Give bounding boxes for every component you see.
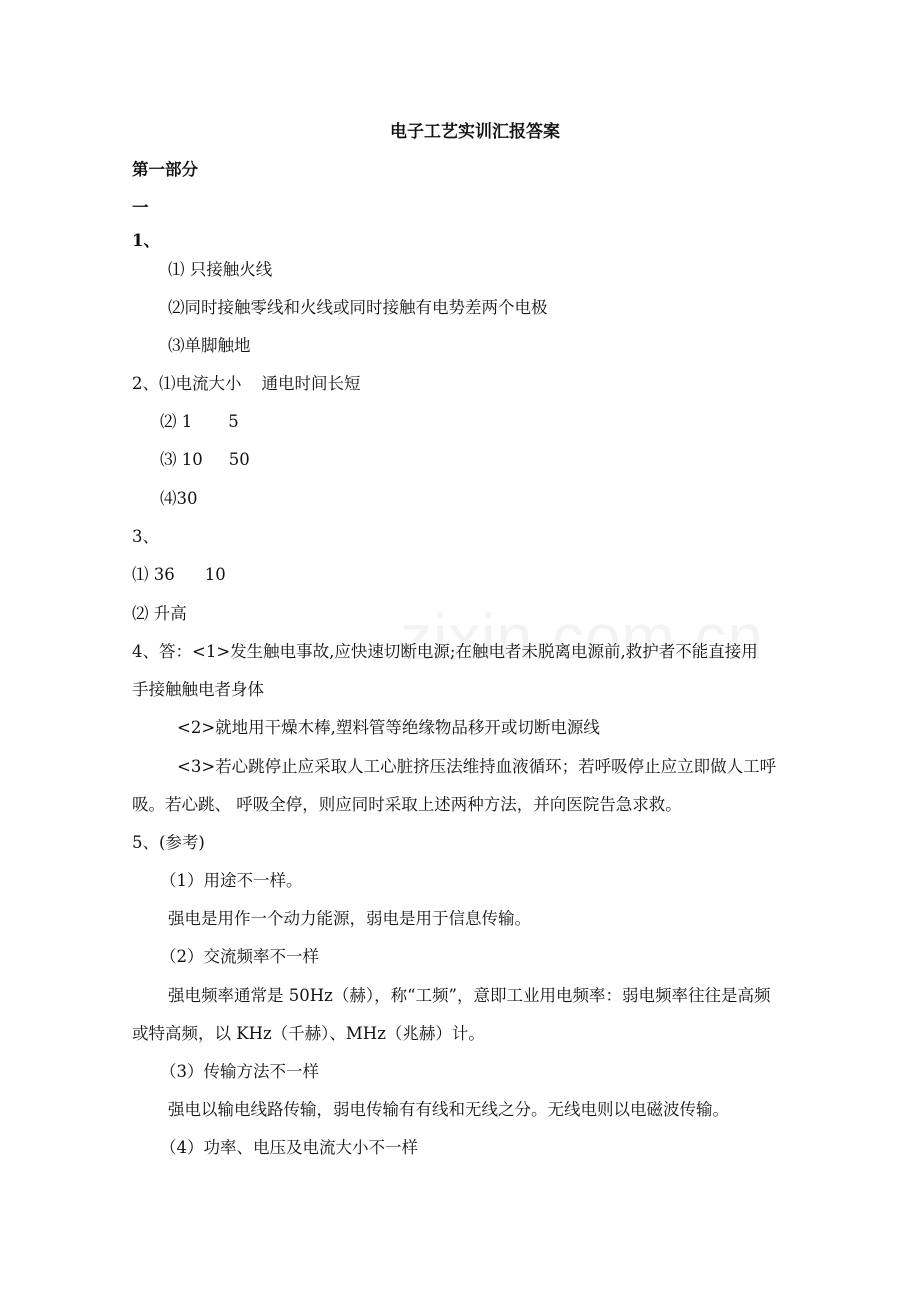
question-2-line-2	[160, 411, 239, 433]
question-2-value-a: ⑵ 1	[160, 412, 193, 431]
question-1-label: 1、	[132, 231, 160, 250]
question-5-point-3-body: 强电以输电线路传输，弱电传输有有线和无线之分。无线电则以电磁波传输。	[168, 1100, 729, 1119]
question-4-line-5: 吸。若心跳、 呼吸全停，则应同时采取上述两种方法，并向医院告急求救。	[132, 795, 682, 814]
question-3-label: 3、	[132, 527, 159, 546]
question-2-line-1	[132, 373, 361, 395]
question-5-point-1: （1）用途不一样。	[160, 871, 303, 890]
question-5-point-2: （2）交流频率不一样	[160, 947, 319, 966]
question-1-answer-1: ⑴ 只接触火线	[168, 260, 273, 279]
question-5-label: 5、(参考)	[132, 833, 205, 852]
question-5-point-2-body-1: 强电频率通常是 50Hz（赫），称“工频”，意即工业用电频率：弱电频率往往是高频	[168, 986, 771, 1005]
question-4-line-1: 4、答：<1>发生触电事故,应快速切断电源;在触电者未脱离电源前,救护者不能直接用	[132, 642, 758, 661]
question-5-point-3: （3）传输方法不一样	[160, 1062, 319, 1081]
question-1-answer-2: ⑵同时接触零线和火线或同时接触有电势差两个电极	[168, 298, 548, 317]
part-number: 一	[132, 198, 149, 217]
question-5-point-2-body-2: 或特高频，以 KHz（千赫）、MHz（兆赫）计。	[132, 1024, 485, 1043]
question-3-value-a: ⑴ 36	[132, 565, 175, 584]
section-heading: 第一部分	[132, 160, 198, 179]
question-3-value-b: 10	[204, 565, 226, 584]
question-2-value-d: 50	[228, 450, 250, 469]
question-3-line-2: ⑵ 升高	[132, 604, 187, 623]
question-5-point-4: （4）功率、电压及电流大小不一样	[160, 1138, 418, 1157]
question-4-line-2: 手接触触电者身体	[132, 680, 264, 699]
question-4-line-4: <3>若心跳停止应采取人工心脏挤压法维持血液循环；若呼吸停止应立即做人工呼	[177, 757, 777, 776]
question-2-line-3	[160, 449, 250, 471]
document-title: 电子工艺实训汇报答案	[390, 122, 560, 142]
question-2-line-4: ⑷30	[160, 489, 198, 508]
question-2-value-b: 5	[228, 412, 239, 431]
question-4-line-3: <2>就地用干燥木棒,塑料管等绝缘物品移开或切断电源线	[177, 718, 600, 737]
question-5-point-1-body: 强电是用作一个动力能源，弱电是用于信息传输。	[168, 909, 531, 928]
question-3-line-1	[132, 564, 226, 586]
question-1-answer-3: ⑶单脚触地	[168, 336, 251, 355]
question-2-part-a: 2、⑴电流大小	[132, 374, 242, 393]
question-2-part-b: 通电时间长短	[261, 374, 361, 393]
question-2-value-c: ⑶ 10	[160, 450, 203, 469]
